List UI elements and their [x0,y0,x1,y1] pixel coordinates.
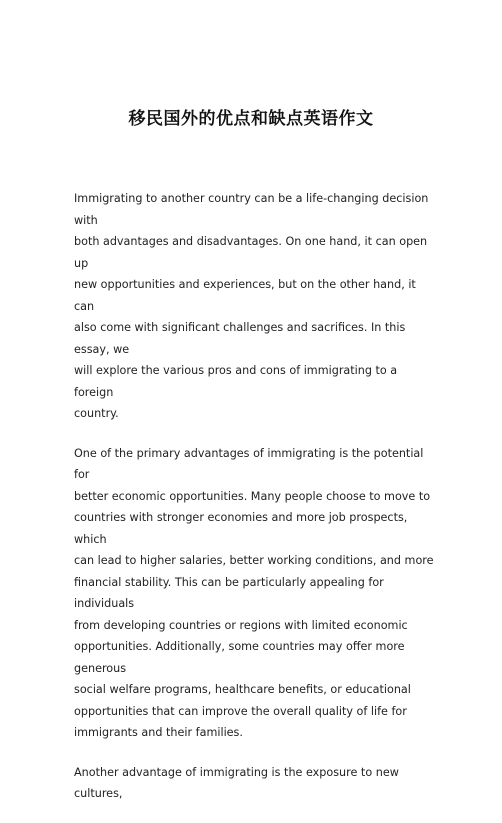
document-body [74,188,434,823]
paragraph-economic-advantages: One of the primary advantages of immigrating is the potential for better economic opportunities. Many people choose to move to countries with stronger economies and more job prospects, which can lead to higher salaries, better working conditions, and more financial stability. This can be particularly appealing for individuals from developing countries or regions with limited economic opportunities. Additionally, some countries may offer more generous social welfare programs, healthcare benefits, or educational opportunities that can improve the overall quality of life for immigrants and their families. [74,446,434,739]
document-title: 移民国外的优点和缺点英语作文 [128,109,374,129]
paragraph-cultural-exposure: Another advantage of immigrating is the exposure to new cultures, [74,765,399,800]
paragraph-intro: Immigrating to another country can be a life-changing decision with both advantages and disadvantages. On one hand, it can open up new opportunities and experiences, but on the other hand, it can also come with significant challenges and sacrifices. In this essay, we will explore the various pros and cons of immigrating to a foreign country. [74,192,429,420]
